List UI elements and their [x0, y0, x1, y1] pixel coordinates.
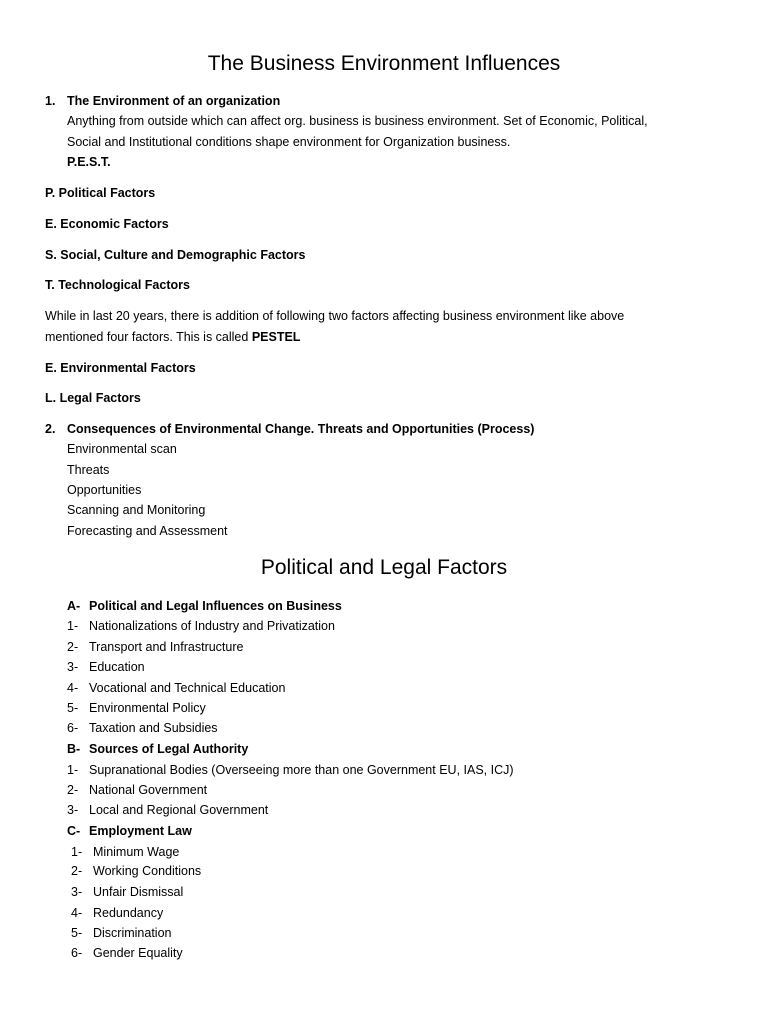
list-item: 1- Supranational Bodies (Overseeing more than one Government EU, IAS, ICJ): [67, 763, 514, 777]
subsection-c-title: Employment Law: [89, 824, 192, 838]
factor-legal: L. Legal Factors: [45, 391, 141, 405]
subsection-c-heading: [67, 821, 192, 841]
section-2-number: 2.: [45, 422, 56, 436]
subsection-a-title: Political and Legal Influences on Business: [89, 599, 342, 613]
pestel-paragraph-text: mentioned four factors. This is called: [45, 330, 252, 344]
section-title: Political and Legal Factors: [260, 556, 508, 579]
pestel-paragraph-line-2: [45, 327, 300, 347]
section-1-text-line-1: Anything from outside which can affect org. business is business environment. Set of Economic, Political,: [67, 114, 648, 128]
section-1-number: 1.: [45, 94, 56, 108]
list-item: 5- Discrimination: [71, 926, 172, 940]
list-item: Opportunities: [67, 483, 142, 497]
page-title: The Business Environment Influences: [207, 52, 561, 75]
subsection-a-letter: A-: [67, 599, 81, 613]
list-item: 1- Nationalizations of Industry and Privatization: [67, 619, 335, 633]
factor-social: S. Social, Culture and Demographic Factors: [45, 248, 306, 262]
subsection-b-letter: B-: [67, 742, 81, 756]
subsection-b-title: Sources of Legal Authority: [89, 742, 249, 756]
list-item: 4- Redundancy: [71, 906, 164, 920]
pest-label: P.E.S.T.: [67, 155, 111, 169]
list-item: 2- National Government: [67, 783, 208, 797]
list-item: 3- Unfair Dismissal: [71, 885, 184, 899]
list-item: 6- Gender Equality: [71, 946, 183, 960]
factor-political: P. Political Factors: [45, 186, 156, 200]
subsection-c-letter: C-: [67, 824, 81, 838]
section-1-text-line-2: Social and Institutional conditions shape environment for Organization business.: [67, 135, 511, 149]
list-item: 5- Environmental Policy: [67, 701, 206, 715]
pestel-paragraph-line-1: While in last 20 years, there is addition of following two factors affecting business environment like above: [45, 309, 625, 323]
section-2-heading: [45, 419, 534, 439]
subsection-b-heading: [67, 739, 248, 759]
section-2-title: Consequences of Environmental Change. Threats and Opportunities (Process): [67, 422, 535, 436]
list-item: 3- Local and Regional Government: [67, 803, 269, 817]
list-item: 3- Education: [67, 660, 145, 674]
pestel-term: PESTEL: [251, 330, 301, 344]
list-item: Environmental scan: [67, 442, 177, 456]
section-1-title: The Environment of an organization: [67, 94, 281, 108]
factor-technological: T. Technological Factors: [45, 278, 190, 292]
list-item: 4- Vocational and Technical Education: [67, 681, 286, 695]
factor-economic: E. Economic Factors: [45, 217, 169, 231]
list-item: Threats: [67, 463, 110, 477]
subsection-a-heading: [67, 596, 342, 616]
section-1-heading: [45, 91, 280, 111]
list-item: Scanning and Monitoring: [67, 503, 206, 517]
list-item: 2- Working Conditions: [71, 864, 202, 878]
list-item: 6- Taxation and Subsidies: [67, 721, 218, 735]
list-item: Forecasting and Assessment: [67, 524, 228, 538]
list-item: 2- Transport and Infrastructure: [67, 640, 244, 654]
factor-environmental: E. Environmental Factors: [45, 361, 196, 375]
list-item: 1- Minimum Wage: [71, 845, 180, 859]
